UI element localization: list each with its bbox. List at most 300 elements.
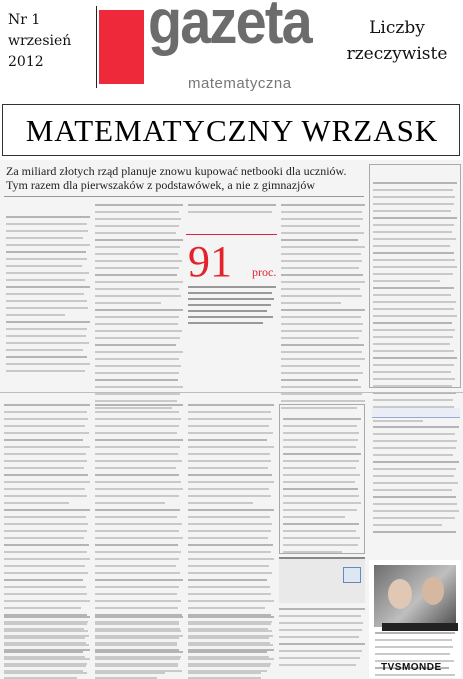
- illegible-text-line: [373, 336, 453, 338]
- illegible-text-line: [95, 330, 182, 332]
- masthead-divider: [96, 6, 97, 88]
- illegible-text-line: [95, 281, 183, 283]
- illegible-text-line: [188, 537, 268, 539]
- illegible-text-line: [373, 475, 454, 477]
- illegible-text-line: [188, 593, 271, 595]
- illegible-text-line: [373, 510, 459, 512]
- illegible-text-line: [6, 335, 86, 337]
- illegible-text-line: [373, 426, 459, 428]
- illegible-text-line: [4, 593, 87, 595]
- illegible-text-line: [95, 481, 181, 483]
- illegible-text-line: [4, 439, 83, 441]
- illegible-text-line: [6, 328, 87, 330]
- illegible-text-line: [188, 644, 273, 646]
- illegible-text-line: [281, 358, 365, 360]
- illegible-text-line: [373, 440, 457, 442]
- illegible-text-line: [188, 488, 269, 490]
- illegible-text-line: [281, 379, 358, 381]
- illegible-text-line: [95, 665, 178, 667]
- illegible-text-line: [373, 468, 456, 470]
- illegible-text-line: [375, 639, 452, 641]
- illegible-text-line: [95, 316, 179, 318]
- illegible-text-line: [373, 524, 442, 526]
- illegible-text-line: [188, 502, 253, 504]
- illegible-text-line: [281, 232, 364, 234]
- illegible-text-line: [373, 454, 453, 456]
- illegible-text-line: [188, 495, 271, 497]
- section-rule: [0, 392, 463, 393]
- illegible-text-line: [4, 600, 90, 602]
- illegible-text-line: [95, 239, 183, 241]
- illegible-text-line: [95, 393, 180, 395]
- illegible-text-line: [373, 461, 459, 463]
- illegible-text-line: [283, 467, 356, 469]
- illegible-text-line: [188, 544, 273, 546]
- illegible-text-line: [95, 246, 180, 248]
- illegible-text-line: [4, 516, 86, 518]
- illegible-text-line: [4, 630, 88, 632]
- illegible-text-line: [95, 232, 176, 234]
- illegible-text-line: [6, 223, 87, 225]
- ad-person: [388, 579, 412, 609]
- illegible-text-line: [281, 344, 364, 346]
- illegible-text-line: [95, 372, 179, 374]
- illegible-text-line: [188, 322, 263, 324]
- illegible-text-line: [188, 616, 274, 618]
- illegible-text-line: [4, 586, 86, 588]
- text-column: [279, 608, 365, 671]
- illegible-text-line: [281, 281, 365, 283]
- illegible-text-line: [281, 267, 359, 269]
- illegible-text-line: [95, 400, 177, 402]
- illegible-text-line: [188, 637, 269, 639]
- text-column: [373, 182, 457, 427]
- illegible-text-line: [4, 502, 69, 504]
- illegible-text-line: [4, 672, 87, 674]
- illegible-text-line: [95, 453, 178, 455]
- illegible-text-line: [373, 301, 456, 303]
- illegible-text-line: [279, 636, 359, 638]
- illegible-text-line: [4, 558, 90, 560]
- illegible-text-line: [95, 623, 179, 625]
- illegible-text-line: [281, 372, 363, 374]
- illegible-text-line: [373, 224, 454, 226]
- illegible-text-line: [95, 211, 179, 213]
- big-number-unit: proc.: [252, 265, 277, 279]
- illegible-text-line: [95, 267, 179, 269]
- illegible-text-line: [95, 672, 165, 674]
- illegible-text-line: [95, 411, 179, 413]
- illegible-text-line: [4, 460, 87, 462]
- illegible-text-line: [95, 516, 177, 518]
- illegible-text-line: [4, 551, 87, 553]
- illegible-text-line: [6, 300, 87, 302]
- illegible-text-line: [95, 551, 181, 553]
- headline-box: [2, 104, 460, 156]
- illegible-text-line: [95, 467, 176, 469]
- illegible-text-line: [281, 246, 365, 248]
- illegible-text-line: [95, 323, 178, 325]
- illegible-text-line: [283, 460, 359, 462]
- illegible-text-line: [281, 225, 360, 227]
- illegible-text-line: [283, 544, 358, 546]
- illegible-text-line: [95, 379, 178, 381]
- illegible-text-line: [4, 453, 86, 455]
- illegible-text-line: [4, 418, 88, 420]
- illegible-text-line: [373, 399, 453, 401]
- illegible-text-line: [95, 344, 176, 346]
- illegible-text-line: [375, 674, 455, 676]
- illegible-text-line: [4, 544, 89, 546]
- illegible-text-line: [95, 607, 178, 609]
- illegible-text-line: [373, 308, 454, 310]
- illegible-text-line: [375, 632, 455, 634]
- illegible-text-line: [6, 265, 82, 267]
- illegible-text-line: [188, 404, 274, 406]
- illegible-text-line: [373, 517, 455, 519]
- illegible-text-line: [95, 309, 183, 311]
- illegible-text-line: [6, 356, 87, 358]
- illegible-text-line: [281, 274, 363, 276]
- illegible-text-line: [4, 467, 84, 469]
- illegible-text-line: [373, 433, 455, 435]
- illegible-text-line: [279, 622, 363, 624]
- lower-articles: [4, 612, 368, 678]
- illegible-text-line: [6, 314, 65, 316]
- illegible-text-line: [95, 432, 177, 434]
- illegible-text-line: [188, 623, 271, 625]
- illegible-text-line: [95, 439, 183, 441]
- advertisement: [369, 560, 461, 678]
- illegible-text-line: [373, 447, 456, 449]
- illegible-text-line: [279, 657, 360, 659]
- illegible-text-line: [188, 530, 271, 532]
- newspaper-logo: [148, 0, 330, 96]
- illegible-text-line: [188, 607, 265, 609]
- illegible-text-line: [95, 488, 183, 490]
- illegible-text-line: [188, 600, 274, 602]
- illegible-text-line: [283, 551, 342, 553]
- illegible-text-line: [6, 370, 85, 372]
- illegible-text-line: [373, 329, 455, 331]
- issue-topic: [337, 15, 457, 67]
- illegible-text-line: [188, 523, 272, 525]
- illegible-text-line: [95, 418, 181, 420]
- illegible-text-line: [188, 453, 270, 455]
- illegible-text-line: [281, 393, 362, 395]
- illegible-text-line: [373, 203, 454, 205]
- globe-icon: [343, 567, 361, 583]
- partner-logo-strip: [372, 408, 460, 418]
- illegible-text-line: [6, 349, 83, 351]
- illegible-text-line: [281, 351, 362, 353]
- illegible-text-line: [95, 474, 179, 476]
- illegible-text-line: [373, 189, 453, 191]
- illegible-text-line: [281, 218, 363, 220]
- illegible-text-line: [188, 418, 272, 420]
- illegible-text-line: [6, 286, 90, 288]
- illegible-text-line: [283, 502, 361, 504]
- illegible-text-line: [279, 608, 365, 610]
- ad-caption-strip: [382, 623, 458, 631]
- illegible-text-line: [373, 182, 457, 184]
- logo-word: gazeta: [148, 0, 311, 57]
- text-column: [95, 204, 183, 414]
- illegible-text-line: [6, 251, 86, 253]
- text-column: [283, 418, 361, 558]
- illegible-text-line: [281, 309, 365, 311]
- logo-subtitle: matematyczna: [188, 75, 292, 92]
- illegible-text-line: [283, 488, 358, 490]
- feature-box: [279, 557, 365, 603]
- illegible-text-line: [6, 342, 89, 344]
- illegible-text-line: [95, 565, 176, 567]
- issue-number: Nr 1: [8, 12, 41, 28]
- illegible-text-line: [188, 467, 268, 469]
- illegible-text-line: [373, 315, 457, 317]
- illegible-text-line: [373, 489, 452, 491]
- illegible-text-line: [4, 446, 90, 448]
- illegible-text-line: [188, 672, 261, 674]
- illegible-text-line: [188, 460, 271, 462]
- illegible-text-line: [281, 316, 361, 318]
- illegible-text-line: [95, 295, 181, 297]
- illegible-text-line: [188, 572, 272, 574]
- illegible-text-line: [279, 664, 356, 666]
- big-number: 91: [188, 237, 232, 286]
- illegible-text-line: [6, 279, 85, 281]
- illegible-text-line: [188, 310, 267, 312]
- illegible-text-line: [373, 294, 451, 296]
- lead-line-2: Tym razem dla pierwszaków z podstawówek, a nie z gimnazjów: [6, 178, 316, 192]
- illegible-text-line: [4, 425, 85, 427]
- illegible-text-line: [95, 302, 161, 304]
- illegible-text-line: [4, 481, 90, 483]
- illegible-text-line: [373, 385, 452, 387]
- illegible-text-line: [373, 496, 456, 498]
- illegible-text-line: [283, 509, 357, 511]
- number-rule: [186, 234, 277, 235]
- illegible-text-line: [279, 629, 362, 631]
- lead-line-1: Za miliard złotych rząd planuje znowu kupować netbooki dla uczniów.: [6, 164, 347, 178]
- illegible-text-line: [375, 653, 450, 655]
- illegible-text-line: [373, 350, 454, 352]
- illegible-text-line: [95, 365, 181, 367]
- illegible-text-line: [373, 371, 451, 373]
- illegible-text-line: [188, 651, 267, 653]
- illegible-text-line: [6, 363, 90, 365]
- illegible-text-line: [188, 439, 267, 441]
- ad-person: [422, 577, 444, 605]
- illegible-text-line: [188, 558, 274, 560]
- illegible-text-line: [95, 253, 178, 255]
- number-caption: [188, 286, 276, 328]
- illegible-text-line: [4, 658, 90, 660]
- illegible-text-line: [95, 218, 181, 220]
- ad-brand: TVSMONDE: [381, 662, 442, 673]
- illegible-text-line: [188, 298, 274, 300]
- illegible-text-line: [281, 295, 362, 297]
- illegible-text-line: [6, 272, 89, 274]
- masthead: [0, 0, 463, 96]
- text-column: [281, 204, 365, 414]
- illegible-text-line: [373, 238, 456, 240]
- illegible-text-line: [283, 446, 356, 448]
- illegible-text-line: [373, 217, 457, 219]
- text-column: [4, 616, 90, 679]
- illegible-text-line: [281, 330, 362, 332]
- illegible-text-line: [373, 503, 457, 505]
- illegible-text-line: [188, 474, 272, 476]
- illegible-text-line: [188, 292, 272, 294]
- illegible-text-line: [373, 482, 458, 484]
- illegible-text-line: [4, 474, 88, 476]
- illegible-text-line: [283, 523, 359, 525]
- illegible-text-line: [95, 586, 179, 588]
- illegible-text-line: [95, 204, 183, 206]
- illegible-text-line: [95, 530, 179, 532]
- text-column: [373, 426, 459, 538]
- topic-line-1: Liczby: [369, 18, 425, 38]
- issue-info: [8, 10, 88, 73]
- illegible-text-line: [4, 579, 83, 581]
- illegible-text-line: [6, 293, 84, 295]
- illegible-text-line: [95, 460, 182, 462]
- illegible-text-line: [188, 509, 274, 511]
- newspaper-page: [0, 160, 463, 679]
- illegible-text-line: [188, 204, 276, 206]
- text-column: [188, 616, 274, 679]
- illegible-text-line: [373, 245, 450, 247]
- illegible-text-line: [95, 630, 181, 632]
- illegible-text-line: [95, 579, 183, 581]
- illegible-text-line: [95, 558, 179, 560]
- illegible-text-line: [373, 287, 454, 289]
- illegible-text-line: [95, 358, 179, 360]
- illegible-text-line: [4, 623, 87, 625]
- illegible-text-line: [188, 586, 270, 588]
- illegible-text-line: [188, 411, 271, 413]
- illegible-text-line: [279, 615, 361, 617]
- illegible-text-line: [188, 425, 269, 427]
- illegible-text-line: [188, 665, 270, 667]
- illegible-text-line: [373, 231, 452, 233]
- illegible-text-line: [281, 253, 361, 255]
- illegible-text-line: [4, 637, 85, 639]
- illegible-text-line: [188, 211, 272, 213]
- illegible-text-line: [4, 411, 87, 413]
- illegible-text-line: [281, 337, 359, 339]
- illegible-text-line: [4, 530, 87, 532]
- illegible-text-line: [95, 260, 182, 262]
- illegible-text-line: [188, 286, 276, 288]
- illegible-text-line: [373, 252, 454, 254]
- illegible-text-line: [281, 211, 362, 213]
- illegible-text-line: [373, 266, 457, 268]
- illegible-text-line: [188, 630, 272, 632]
- illegible-text-line: [6, 230, 88, 232]
- illegible-text-line: [95, 537, 183, 539]
- illegible-text-line: [6, 216, 90, 218]
- illegible-text-line: [4, 404, 90, 406]
- illegible-text-line: [4, 644, 89, 646]
- illegible-text-line: [4, 607, 81, 609]
- illegible-text-line: [279, 643, 365, 645]
- illegible-text-line: [4, 495, 87, 497]
- illegible-text-line: [188, 446, 274, 448]
- issue-month: wrzesień: [8, 33, 72, 49]
- illegible-text-line: [281, 386, 361, 388]
- article-lead: [6, 164, 351, 192]
- illegible-text-line: [4, 651, 83, 653]
- illegible-text-line: [95, 337, 180, 339]
- illegible-text-line: [283, 418, 361, 420]
- illegible-text-line: [281, 260, 362, 262]
- text-column: [95, 616, 183, 679]
- illegible-text-line: [373, 378, 455, 380]
- illegible-text-line: [373, 196, 455, 198]
- illegible-text-line: [188, 565, 269, 567]
- illegible-text-line: [188, 516, 270, 518]
- page-headline: MATEMATYCZNY WRZASK: [25, 113, 439, 148]
- illegible-text-line: [4, 432, 89, 434]
- illegible-text-line: [283, 474, 360, 476]
- illegible-text-line: [95, 386, 183, 388]
- illegible-text-line: [283, 432, 359, 434]
- illegible-text-line: [281, 239, 358, 241]
- topic-line-2: rzeczywiste: [346, 44, 448, 64]
- illegible-text-line: [283, 481, 355, 483]
- illegible-text-line: [373, 210, 451, 212]
- illegible-text-line: [188, 579, 267, 581]
- illegible-text-line: [95, 523, 182, 525]
- illegible-text-line: [95, 446, 180, 448]
- illegible-text-line: [373, 280, 440, 282]
- illegible-text-line: [188, 304, 271, 306]
- illegible-text-line: [281, 288, 360, 290]
- illegible-text-line: [283, 537, 360, 539]
- illegible-text-line: [373, 420, 423, 422]
- illegible-text-line: [373, 364, 454, 366]
- illegible-text-line: [373, 357, 457, 359]
- illegible-text-line: [4, 509, 90, 511]
- illegible-text-line: [95, 637, 179, 639]
- illegible-text-line: [6, 237, 83, 239]
- illegible-text-line: [95, 509, 180, 511]
- illegible-text-line: [281, 302, 341, 304]
- illegible-text-line: [4, 616, 90, 618]
- illegible-text-line: [4, 523, 88, 525]
- illegible-text-line: [95, 225, 179, 227]
- illegible-text-line: [283, 495, 359, 497]
- illegible-text-line: [373, 273, 453, 275]
- illegible-text-line: [6, 307, 88, 309]
- illegible-text-line: [95, 651, 183, 653]
- text-column: [188, 204, 276, 218]
- illegible-text-line: [281, 365, 360, 367]
- illegible-text-line: [373, 343, 450, 345]
- illegible-text-line: [6, 321, 90, 323]
- illegible-text-line: [95, 288, 179, 290]
- illegible-text-line: [95, 425, 179, 427]
- illegible-text-line: [95, 274, 177, 276]
- illegible-text-line: [279, 650, 362, 652]
- illegible-text-line: [188, 316, 273, 318]
- illegible-text-line: [283, 516, 345, 518]
- illegible-text-line: [95, 658, 180, 660]
- illegible-text-line: [95, 544, 178, 546]
- illegible-text-line: [373, 322, 452, 324]
